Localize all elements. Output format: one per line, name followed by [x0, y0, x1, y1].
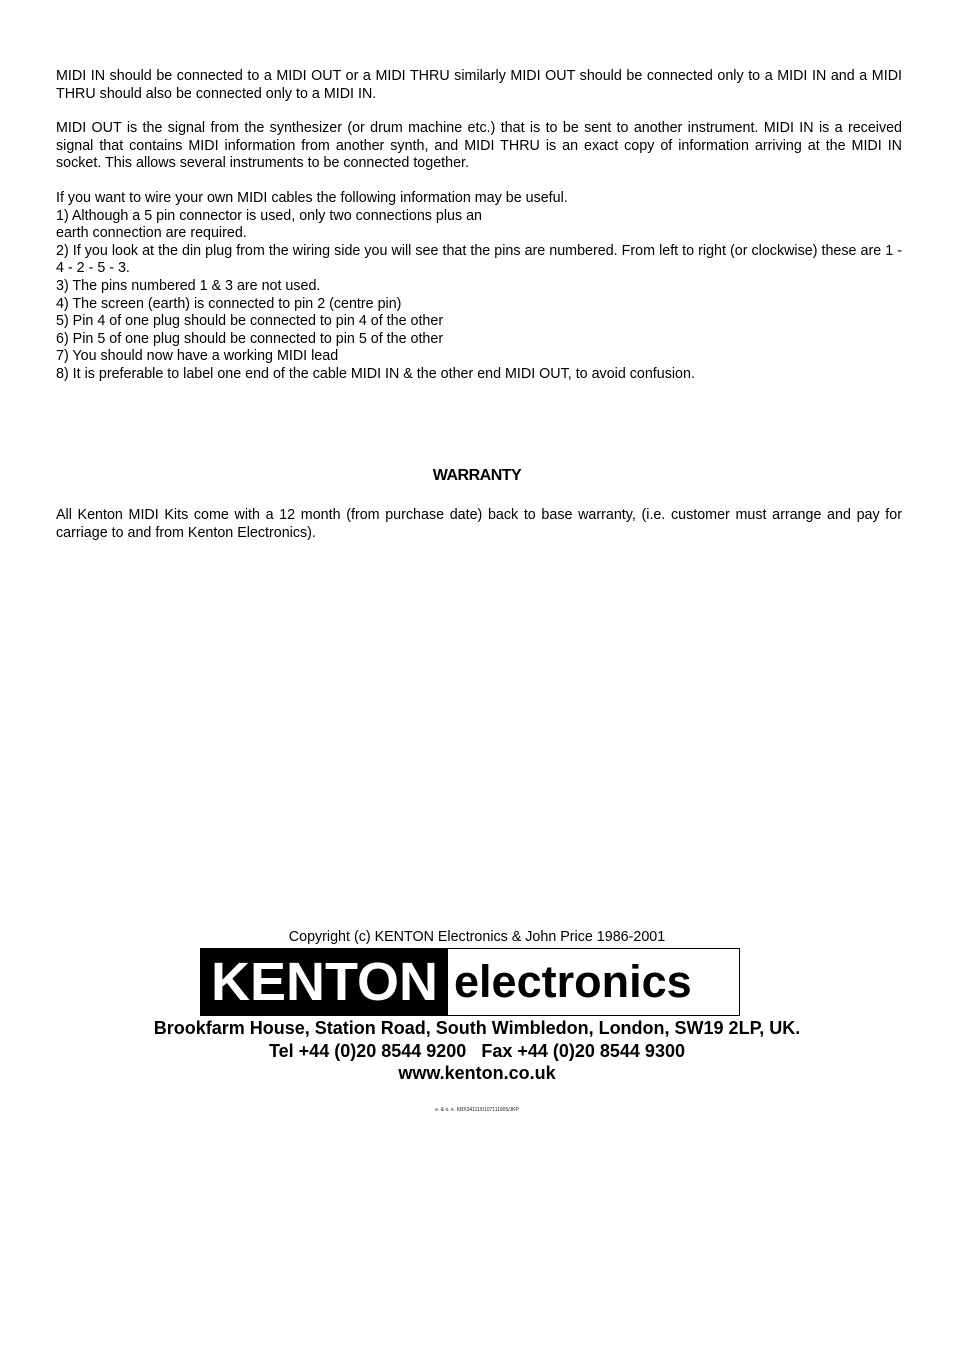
logo-secondary-text: electronics	[454, 956, 692, 1007]
warranty-text: All Kenton MIDI Kits come with a 12 month (from purchase date) back to base warranty, (i.e. customer must arrange and pay for carriage to and from Kenton Electronics).	[56, 507, 902, 541]
list-item: 1) Although a 5 pin connector is used, only two connections plus an	[56, 207, 483, 224]
copyright-notice: Copyright (c) KENTON Electronics & John Price 1986-2001	[288, 929, 666, 945]
list-item: earth connection are required.	[56, 225, 247, 242]
warranty-heading: WARRANTY	[432, 467, 522, 484]
wiring-steps-list	[56, 208, 902, 384]
list-item: 3) The pins numbered 1 & 3 are not used.	[56, 277, 321, 294]
company-phone-fax: Tel +44 (0)20 8544 9200 Fax +44 (0)20 8544 9300	[269, 1040, 685, 1061]
midi-connection-paragraph: MIDI IN should be connected to a MIDI OUT or a MIDI THRU similarly MIDI OUT should be connected only to a MIDI IN and a MIDI THRU should also be connected only to a MIDI IN.	[56, 68, 902, 102]
company-website: www.kenton.co.uk	[398, 1063, 556, 1083]
list-item: 5) Pin 4 of one plug should be connected to pin 4 of the other	[56, 313, 444, 330]
list-item: 7) You should now have a working MIDI lead	[56, 348, 339, 365]
instructions-body	[56, 68, 902, 384]
document-code: e. & o. e. KBX34111/0107111905/JKP	[435, 1107, 519, 1113]
list-item: 6) Pin 5 of one plug should be connected to pin 5 of the other	[56, 330, 444, 347]
midi-signal-paragraph: MIDI OUT is the signal from the synthesizer (or drum machine etc.) that is to be sent to another instrument. MIDI IN is a received signal that contains MIDI information from another synth, and MIDI THRU is an exact copy of information arriving at the MIDI IN socket. This allows several instruments to be connected together.	[56, 120, 902, 172]
list-item: 4) The screen (earth) is connected to pin 2 (centre pin)	[56, 295, 402, 312]
logo-primary-text: KENTON	[201, 949, 448, 1015]
list-item: 2) If you look at the din plug from the wiring side you will see that the pins are numbered. From left to right (or clockwise) these are 1 - 4 - 2 - 5 - 3.	[56, 242, 902, 277]
kenton-logo	[200, 948, 740, 1016]
company-address: Brookfarm House, Station Road, South Wimbledon, London, SW19 2LP, UK.	[153, 1018, 801, 1038]
list-item: 8) It is preferable to label one end of the cable MIDI IN & the other end MIDI OUT, to avoid confusion.	[56, 365, 695, 382]
contact-block	[0, 1017, 954, 1085]
wiring-intro-paragraph: If you want to wire your own MIDI cables the following information may be useful.	[56, 189, 568, 206]
